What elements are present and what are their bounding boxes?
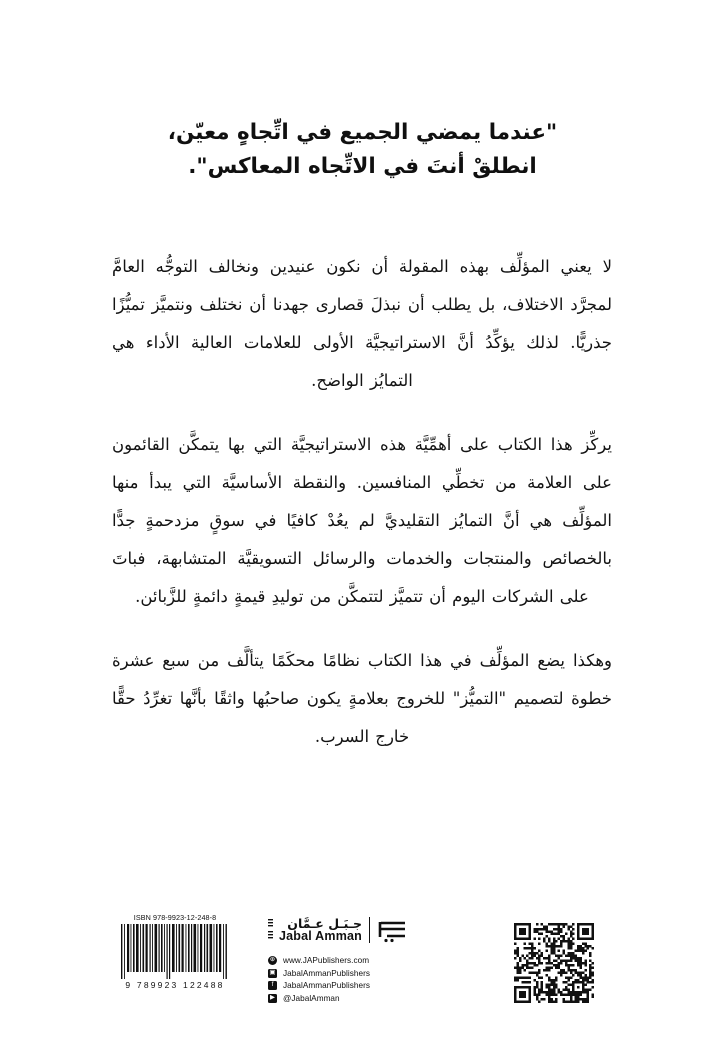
logo-divider — [369, 917, 370, 943]
social-website-text: www.JAPublishers.com — [283, 956, 370, 965]
publisher-logo — [268, 915, 448, 945]
social-link-twitter[interactable] — [268, 994, 448, 1003]
logo-ticks-icon — [268, 918, 275, 942]
social-links — [268, 956, 448, 1003]
blurb-paragraph-3: وهكذا يضع المؤلِّف في هذا الكتاب نظامًا محكَمًا يتألَّف من سبع عشرة خطوة لتصميم "التميُّز" للخروج بعلامةٍ يكون صاحبُها واثقًا بأنَّها تغرِّدُ حقًّا خارج السرب. — [112, 651, 612, 746]
barcode-icon — [120, 924, 230, 979]
qr-code-block[interactable] — [514, 923, 594, 1003]
publisher-name-arabic: جـبَـل عـمَّان — [287, 915, 363, 931]
social-link-instagram[interactable] — [268, 969, 448, 978]
pull-quote — [0, 116, 725, 184]
publisher-block — [268, 915, 448, 1003]
social-link-website[interactable] — [268, 956, 448, 965]
pull-quote-line-2: انطلقْ أنتَ في الاتِّجاه المعاكس". — [188, 154, 537, 179]
facebook-icon: f — [268, 981, 277, 990]
twitter-icon: ▶ — [270, 993, 275, 1001]
social-twitter-text: @JabalAmman — [283, 993, 340, 1003]
instagram-icon: ▣ — [269, 968, 276, 976]
isbn-label: ISBN 978-9923-12-248-8 — [133, 913, 217, 922]
publisher-emblem-icon — [377, 916, 409, 944]
globe-icon: ⊕ — [269, 956, 276, 964]
blurb-paragraph-2: يركِّز هذا الكتاب على أهمِّيَّة هذه الاستراتيجيَّة التي بها يتمكَّن القائمون على العلامة من تخطِّي المنافسين. والنقطة الأساسيَّة التي يبدأ منها المؤلِّف هي أنَّ التمايُز التقليديَّ لم يعُدْ كافيًا في سوقٍ مزدحمةٍ جدًّا بالخصائص والمنتجات والخدمات والرسائل التسويقيَّة المتشابهة، فباتَ على الشركات اليوم أن تتميَّز لتتمكَّن من توليدِ قيمةٍ دائمةٍ للزَّبائن. — [112, 435, 612, 606]
publisher-name-english: Jabal Amman — [279, 929, 363, 943]
social-instagram-text: JabalAmmanPublishers — [283, 968, 371, 978]
social-link-facebook[interactable] — [268, 981, 448, 990]
isbn-barcode-block — [120, 913, 230, 990]
social-facebook-text: JabalAmmanPublishers — [283, 981, 371, 990]
pull-quote-line-1: "عندما يمضي الجميع في اتِّجاهٍ معيّن، — [167, 120, 558, 145]
blurb-paragraph-1: لا يعني المؤلِّف بهذه المقولة أن نكون عنيدين ونخالف التوجُّه العامَّ لمجرَّد الاختلاف، بل يطلب أن نبذلَ قصارى جهدنا أن نختلف ونتميَّز تميُّزًا جذريًّا. لذلك يؤكِّدُ أنَّ الاستراتيجيَّة الأولى للعلامات العالية الأداء هي التمايُز الواضح. — [112, 257, 612, 390]
barcode-digits: 9 789923 122488 — [125, 980, 225, 990]
qr-code-icon[interactable] — [514, 923, 594, 1003]
blurb-text — [112, 248, 612, 756]
cover-footer — [0, 905, 725, 1049]
